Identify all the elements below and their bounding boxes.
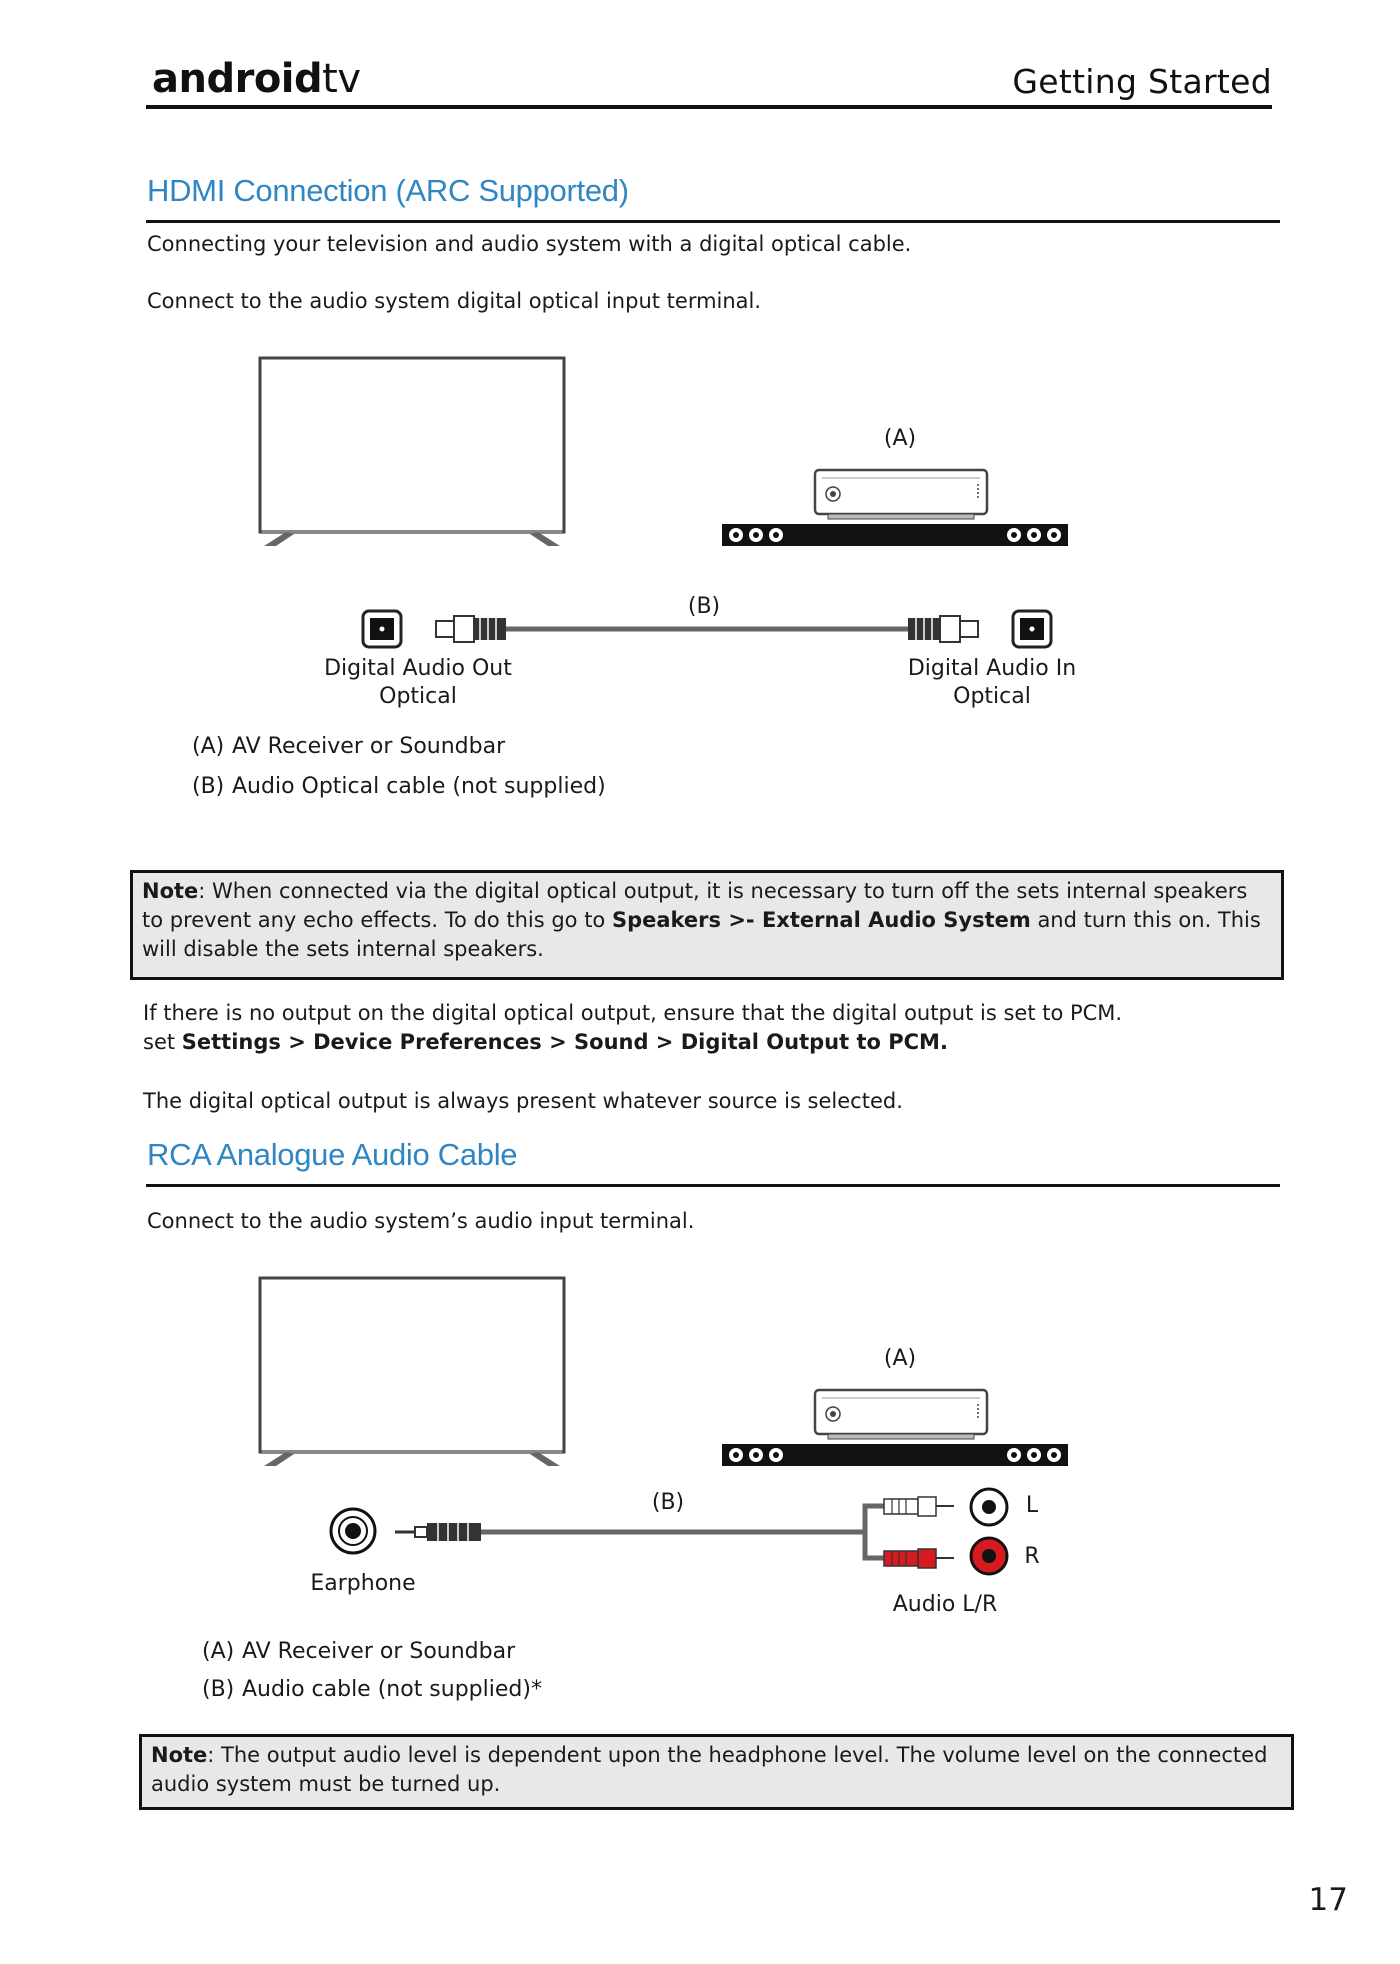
soundbar-illustration (722, 1444, 1068, 1466)
legend-key: (A) (192, 734, 225, 759)
pcm-menu-path: Settings > Device Preferences > Sound > Digital Output to PCM. (181, 1030, 948, 1054)
legend-text: Audio cable (not supplied)* (242, 1677, 542, 1702)
section-title: Getting Started (1012, 62, 1272, 101)
earphone-jack-icon (331, 1509, 375, 1553)
rca-heading: RCA Analogue Audio Cable (147, 1137, 518, 1172)
note-label: Note (151, 1743, 208, 1767)
legend-text: Audio Optical cable (not supplied) (232, 774, 606, 799)
rca-label-b: (B) (651, 1490, 685, 1515)
r-label: R (1024, 1544, 1040, 1569)
audio-l-jack-icon (971, 1489, 1007, 1525)
pcm-path-line (143, 1028, 1283, 1057)
hdmi-note-box (130, 870, 1284, 980)
rca-note-box (139, 1734, 1294, 1810)
audio-r-jack-icon (971, 1538, 1007, 1574)
legend-key: (B) (202, 1677, 235, 1702)
rca-legend (202, 1637, 542, 1705)
digital-audio-out-line2: Optical (379, 684, 457, 709)
hdmi-diagram (0, 340, 1400, 720)
always-present-text: The digital optical output is always present whatever source is selected. (143, 1089, 903, 1113)
digital-audio-out-line1: Digital Audio Out (324, 656, 512, 681)
pcm-line: If there is no output on the digital optical output, ensure that the digital output is set to PCM. (143, 1001, 1123, 1025)
legend-item (192, 732, 606, 762)
brand-logo-light: tv (322, 56, 361, 102)
pcm-prefix: set (143, 1030, 182, 1054)
legend-item (202, 1637, 542, 1667)
legend-text: AV Receiver or Soundbar (232, 734, 506, 759)
legend-key: (A) (202, 1639, 235, 1664)
rca-instruction: Connect to the audio system’s audio input terminal. (147, 1209, 695, 1233)
tv-illustration (260, 358, 564, 546)
legend-text: AV Receiver or Soundbar (242, 1639, 516, 1664)
page-number: 17 (1308, 1882, 1348, 1918)
audio-lr-label: Audio L/R (892, 1592, 998, 1617)
note-text: : The output audio level is dependent upon the headphone level. The volume level on the connected audio system must be turned up. (151, 1743, 1268, 1796)
av-receiver-illustration (815, 1390, 987, 1439)
soundbar-illustration (722, 524, 1068, 546)
note-text-1: : When connected via the digital optical output, it is necessary to turn off the sets internal speakers to prevent any echo effects. To do this go to (142, 879, 1248, 932)
rca-heading-rule (146, 1184, 1280, 1187)
av-receiver-illustration (815, 470, 987, 519)
tv-illustration (260, 1278, 564, 1466)
rca-label-a: (A) (883, 1346, 917, 1371)
hdmi-legend (192, 732, 606, 802)
optical-in-port-icon (1013, 611, 1051, 647)
legend-item (202, 1675, 542, 1705)
brand-logo-bold: android (152, 56, 323, 102)
hdmi-intro: Connecting your television and audio system with a digital optical cable. (147, 232, 912, 256)
note-menu-path: Speakers >- External Audio System (611, 908, 1031, 932)
hdmi-heading: HDMI Connection (ARC Supported) (147, 173, 629, 208)
digital-audio-in-line1: Digital Audio In (907, 656, 1077, 681)
digital-audio-in-line2: Optical (953, 684, 1031, 709)
pcm-instruction (143, 999, 1283, 1057)
hdmi-label-b: (B) (687, 594, 721, 619)
brand-logo (152, 56, 361, 102)
legend-item (192, 772, 606, 802)
hdmi-label-a: (A) (883, 426, 917, 451)
note-text-2: and turn this on. This will disable the sets internal speakers. (142, 908, 1261, 961)
hdmi-heading-rule (146, 220, 1280, 223)
l-label: L (1025, 1493, 1039, 1518)
rca-diagram (0, 1260, 1400, 1620)
legend-key: (B) (192, 774, 225, 799)
note-label: Note (142, 879, 199, 903)
digital-audio-in-label (882, 655, 1102, 711)
header-rule (146, 105, 1272, 109)
hdmi-instruction: Connect to the audio system digital optical input terminal. (147, 289, 762, 313)
digital-audio-out-label (300, 655, 536, 711)
earphone-label: Earphone (310, 1571, 416, 1596)
optical-out-port-icon (363, 611, 401, 647)
